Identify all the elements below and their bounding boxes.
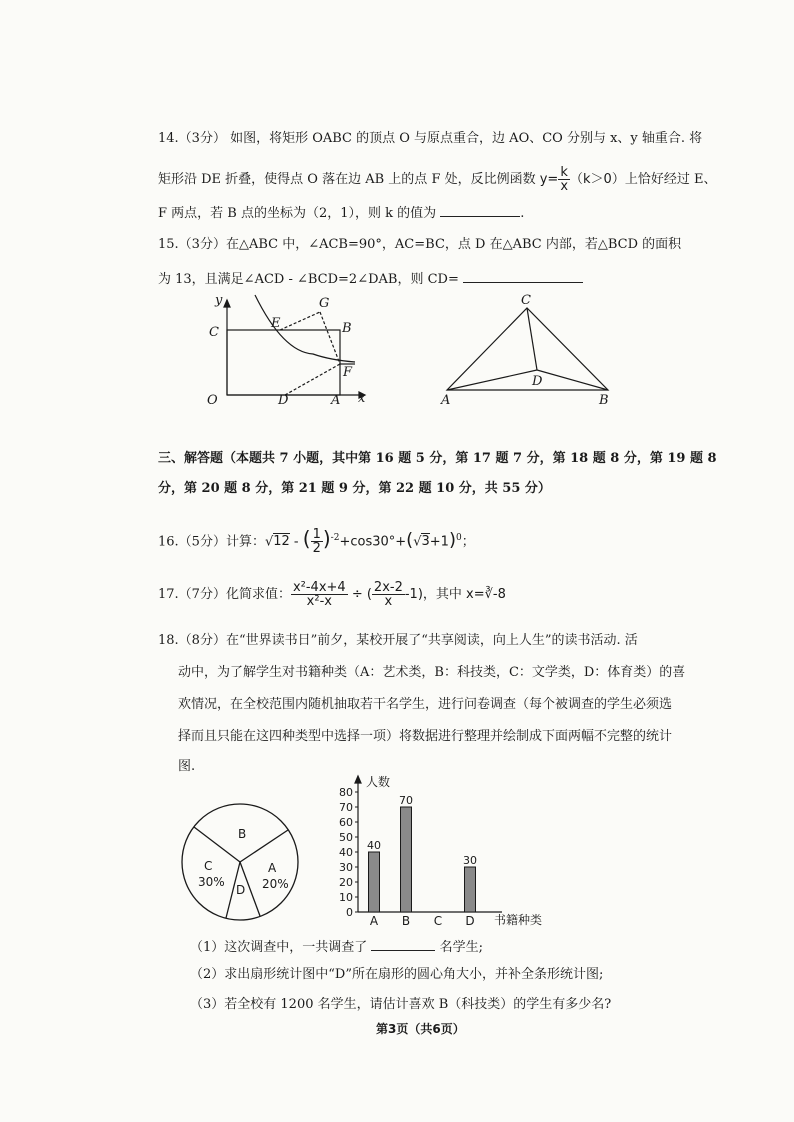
x-category-D: D [465,914,475,928]
label-E: E [271,316,281,331]
q17: 17.（7分）化简求值： $\frac{\text{x²-4x+4}}{\text{x²-x}}$ ÷ ( $\frac{2x-2}{x}$ -1)，其中 x=∛-8 [158,580,506,609]
y-tick-label: 70 [339,801,353,814]
fold-line-GF [320,312,340,364]
label-D: D [278,393,289,408]
y-tick-label: 80 [339,786,353,799]
y-tick-label: 30 [339,861,353,874]
q18-sub3: （3）若全校有 1200 名学生，请估计喜欢 B（科技类）的学生有多少名? [190,997,612,1012]
pie-label-A: A [268,861,277,875]
q14-line3: F 两点，若 B 点的坐标为（2，1），则 k 的值为 . [158,202,524,223]
func-y: y= [539,172,559,187]
label-C: C [521,293,531,308]
q18-line3: 欢情况，在全校范围内随机抽取若干名学生，进行问卷调查（每个被调查的学生必须选 [178,697,673,712]
fold-line-EG [280,312,320,330]
q16: 16.（5分）计算：√12 - ( $\frac{1}{2}$ )$^{-2}+\cos 30^\circ+(√3+1)^0$； [158,526,475,557]
section3-line1: 三、解答题（本题共 7 小题，其中第 16 题 5 分，第 17 题 7 分，第 18 题 8 分，第 19 题 8 [158,451,717,466]
fold-line-DF [285,364,340,395]
q14-answer-blank[interactable] [440,202,520,217]
label-x: x [358,391,366,406]
q14-line2: 矩形沿 DE 折叠，使得点 O 落在边 AB 上的点 F 处，反比例函数 y= $\frac{k}{x}$ （k＞0）上恰好经过 E、 [158,165,717,194]
x-category-C: C [433,914,443,928]
bar-y-axis-arrow [355,776,361,783]
q18-line1: 18.（8分）在“世界读书日”前夕，某校开展了“共享阅读，向上人生”的读书活动. 活 [158,633,638,648]
q18-sub1-blank[interactable] [371,936,435,951]
y-tick-label: 50 [339,831,353,844]
q18-line5: 图. [178,759,196,774]
pie-divider-BC [194,827,240,862]
pie-chart [178,798,308,928]
bar-value-label-D: 30 [463,854,477,867]
q15-answer-blank[interactable] [463,268,583,283]
bar-chart [330,770,543,932]
pie-pct-A: 20% [262,877,289,891]
q18-line2: 动中，为了解学生对书籍种类（A：艺术类，B：科技类，C：文学类，D：体育类）的喜 [178,665,686,680]
section3-line2: 分，第 20 题 8 分，第 21 题 9 分，第 22 题 10 分，共 55 分） [158,481,551,496]
label-A: A [441,393,451,408]
q15-line1: 15.（3分）在△ABC 中，∠ACB=90°，AC=BC，点 D 在△ABC 内部，若△BCD 的面积 [158,237,682,252]
segment-AD [447,370,537,390]
page-footer: 第3页（共6页） [376,1022,465,1036]
pie-label-C: C [204,859,213,873]
label-G: G [319,296,330,311]
triangle-ABC [447,308,608,390]
y-tick-label: 20 [339,876,353,889]
bar-xlabel: 书籍种类 [494,913,543,927]
label-B: B [342,321,352,336]
pie-label-B: B [238,827,247,841]
label-y: y [215,293,223,308]
bar-ylabel: 人数 [366,775,391,789]
bar-B [401,807,412,912]
y-axis-arrow [224,300,230,307]
q18-sub1: （1）这次调查中，一共调查了 名学生; [190,936,483,957]
pie-pct-C: 30% [198,875,225,889]
y-tick-label: 10 [339,891,353,904]
y-tick-label: 60 [339,816,353,829]
q14-figure [195,290,375,410]
q18-line4: 择而且只能在这四种类型中选择一项）将数据进行整理并绘制成下面两幅不完整的统计 [178,729,673,744]
q15-figure [435,290,620,410]
x-category-B: B [401,914,411,928]
bar-value-label-B: 70 [399,794,413,807]
rectangle-OABC [227,330,340,395]
q18-sub2: （2）求出扇形统计图中“D”所在扇形的圆心角大小，并补全条形统计图; [190,967,604,982]
pie-divider-BA [240,830,288,862]
label-F: F [343,365,353,380]
label-O: O [207,393,218,408]
bar-D [465,867,476,912]
label-C: C [209,325,219,340]
label-D: D [532,374,543,389]
label-A: A [331,393,341,408]
q15-line2: 为 13，且满足∠ACD - ∠BCD=2∠DAB，则 CD= [158,268,583,289]
q14-line1: 14.（3分） 如图，将矩形 OABC 的顶点 O 与原点重合，边 AO、CO 分别与 x、y 轴重合. 将 [158,131,703,146]
y-tick-label: 0 [346,906,353,919]
x-category-A: A [369,914,379,928]
bar-value-label-A: 40 [367,839,381,852]
bar-A [369,852,380,912]
func-fraction: $\frac{k}{x}$ [560,165,569,194]
pie-label-D: D [236,883,246,897]
label-B: B [599,393,609,408]
y-tick-label: 40 [339,846,353,859]
